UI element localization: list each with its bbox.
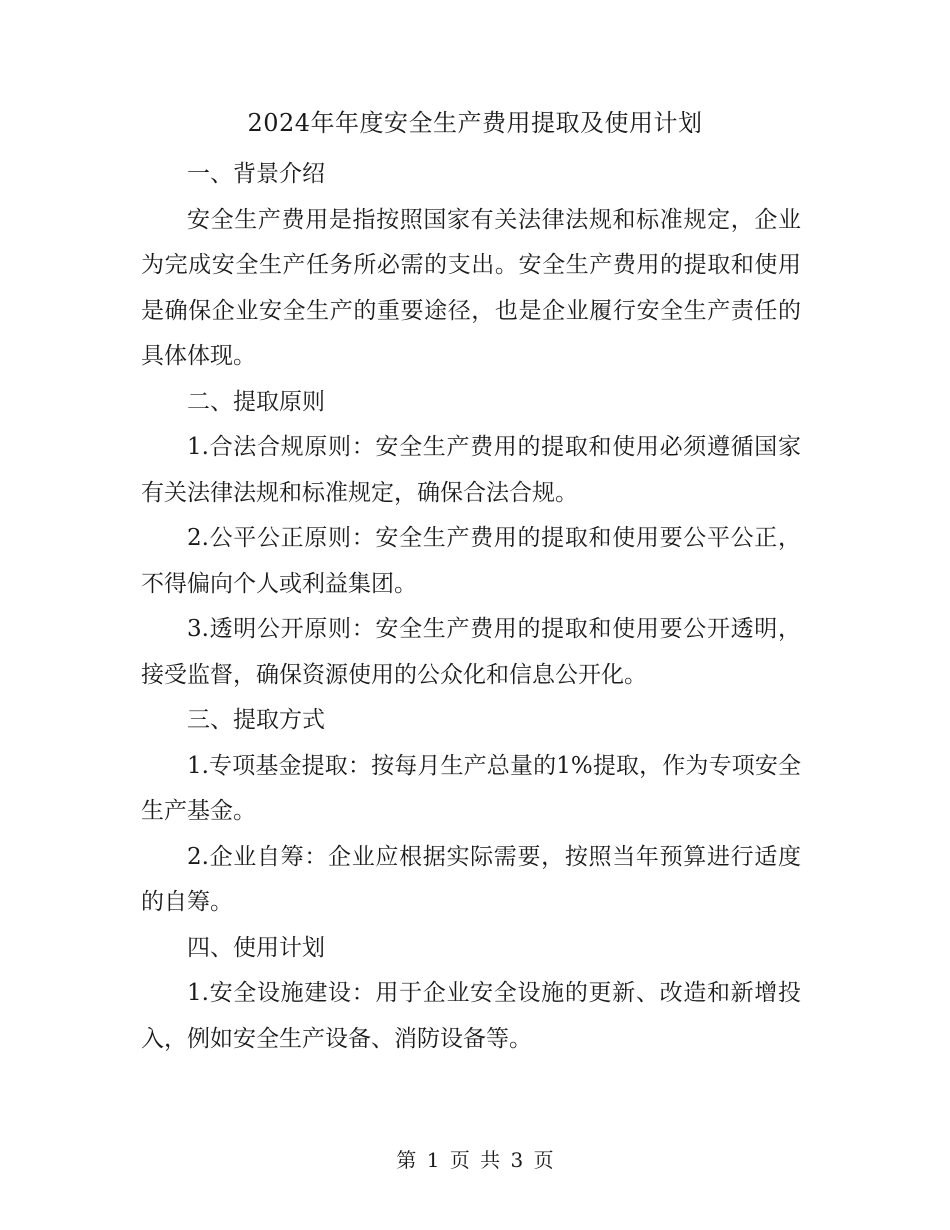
paragraph: 1.合法合规原则：安全生产费用的提取和使用必须遵循国家有关法律法规和标准规定，确保合法合规。 — [141, 434, 801, 506]
paragraph: 1.安全设施建设：用于企业安全设施的更新、改造和新增投入，例如安全生产设备、消防设备等。 — [141, 980, 801, 1052]
paragraph: 安全生产费用是指按照国家有关法律法规和标准规定，企业为完成安全生产任务所必需的支出。安全生产费用的提取和使用是确保企业安全生产的重要途径，也是企业履行安全生产责任的具体体现。 — [141, 206, 801, 369]
section-heading: 四、使用计划 — [187, 934, 325, 961]
paragraph: 3.透明公开原则：安全生产费用的提取和使用要公开透明，接受监督，确保资源使用的公众化和信息公开化。 — [141, 616, 801, 688]
paragraph: 2.公平公正原则：安全生产费用的提取和使用要公平公正，不得偏向个人或利益集团。 — [141, 525, 801, 597]
paragraph: 2.企业自筹：企业应根据实际需要，按照当年预算进行适度的自筹。 — [141, 843, 801, 915]
document-body — [141, 152, 801, 1062]
section-heading: 二、提取原则 — [187, 388, 325, 415]
paragraph: 1.专项基金提取：按每月生产总量的1%提取，作为专项安全生产基金。 — [141, 752, 801, 824]
section-heading: 三、提取方式 — [187, 707, 325, 733]
document-title: 2024年年度安全生产费用提取及使用计划 — [247, 109, 703, 137]
page-number-footer: 第 1 页 共 3 页 — [396, 1148, 554, 1172]
section-heading: 一、背景介绍 — [187, 161, 325, 187]
